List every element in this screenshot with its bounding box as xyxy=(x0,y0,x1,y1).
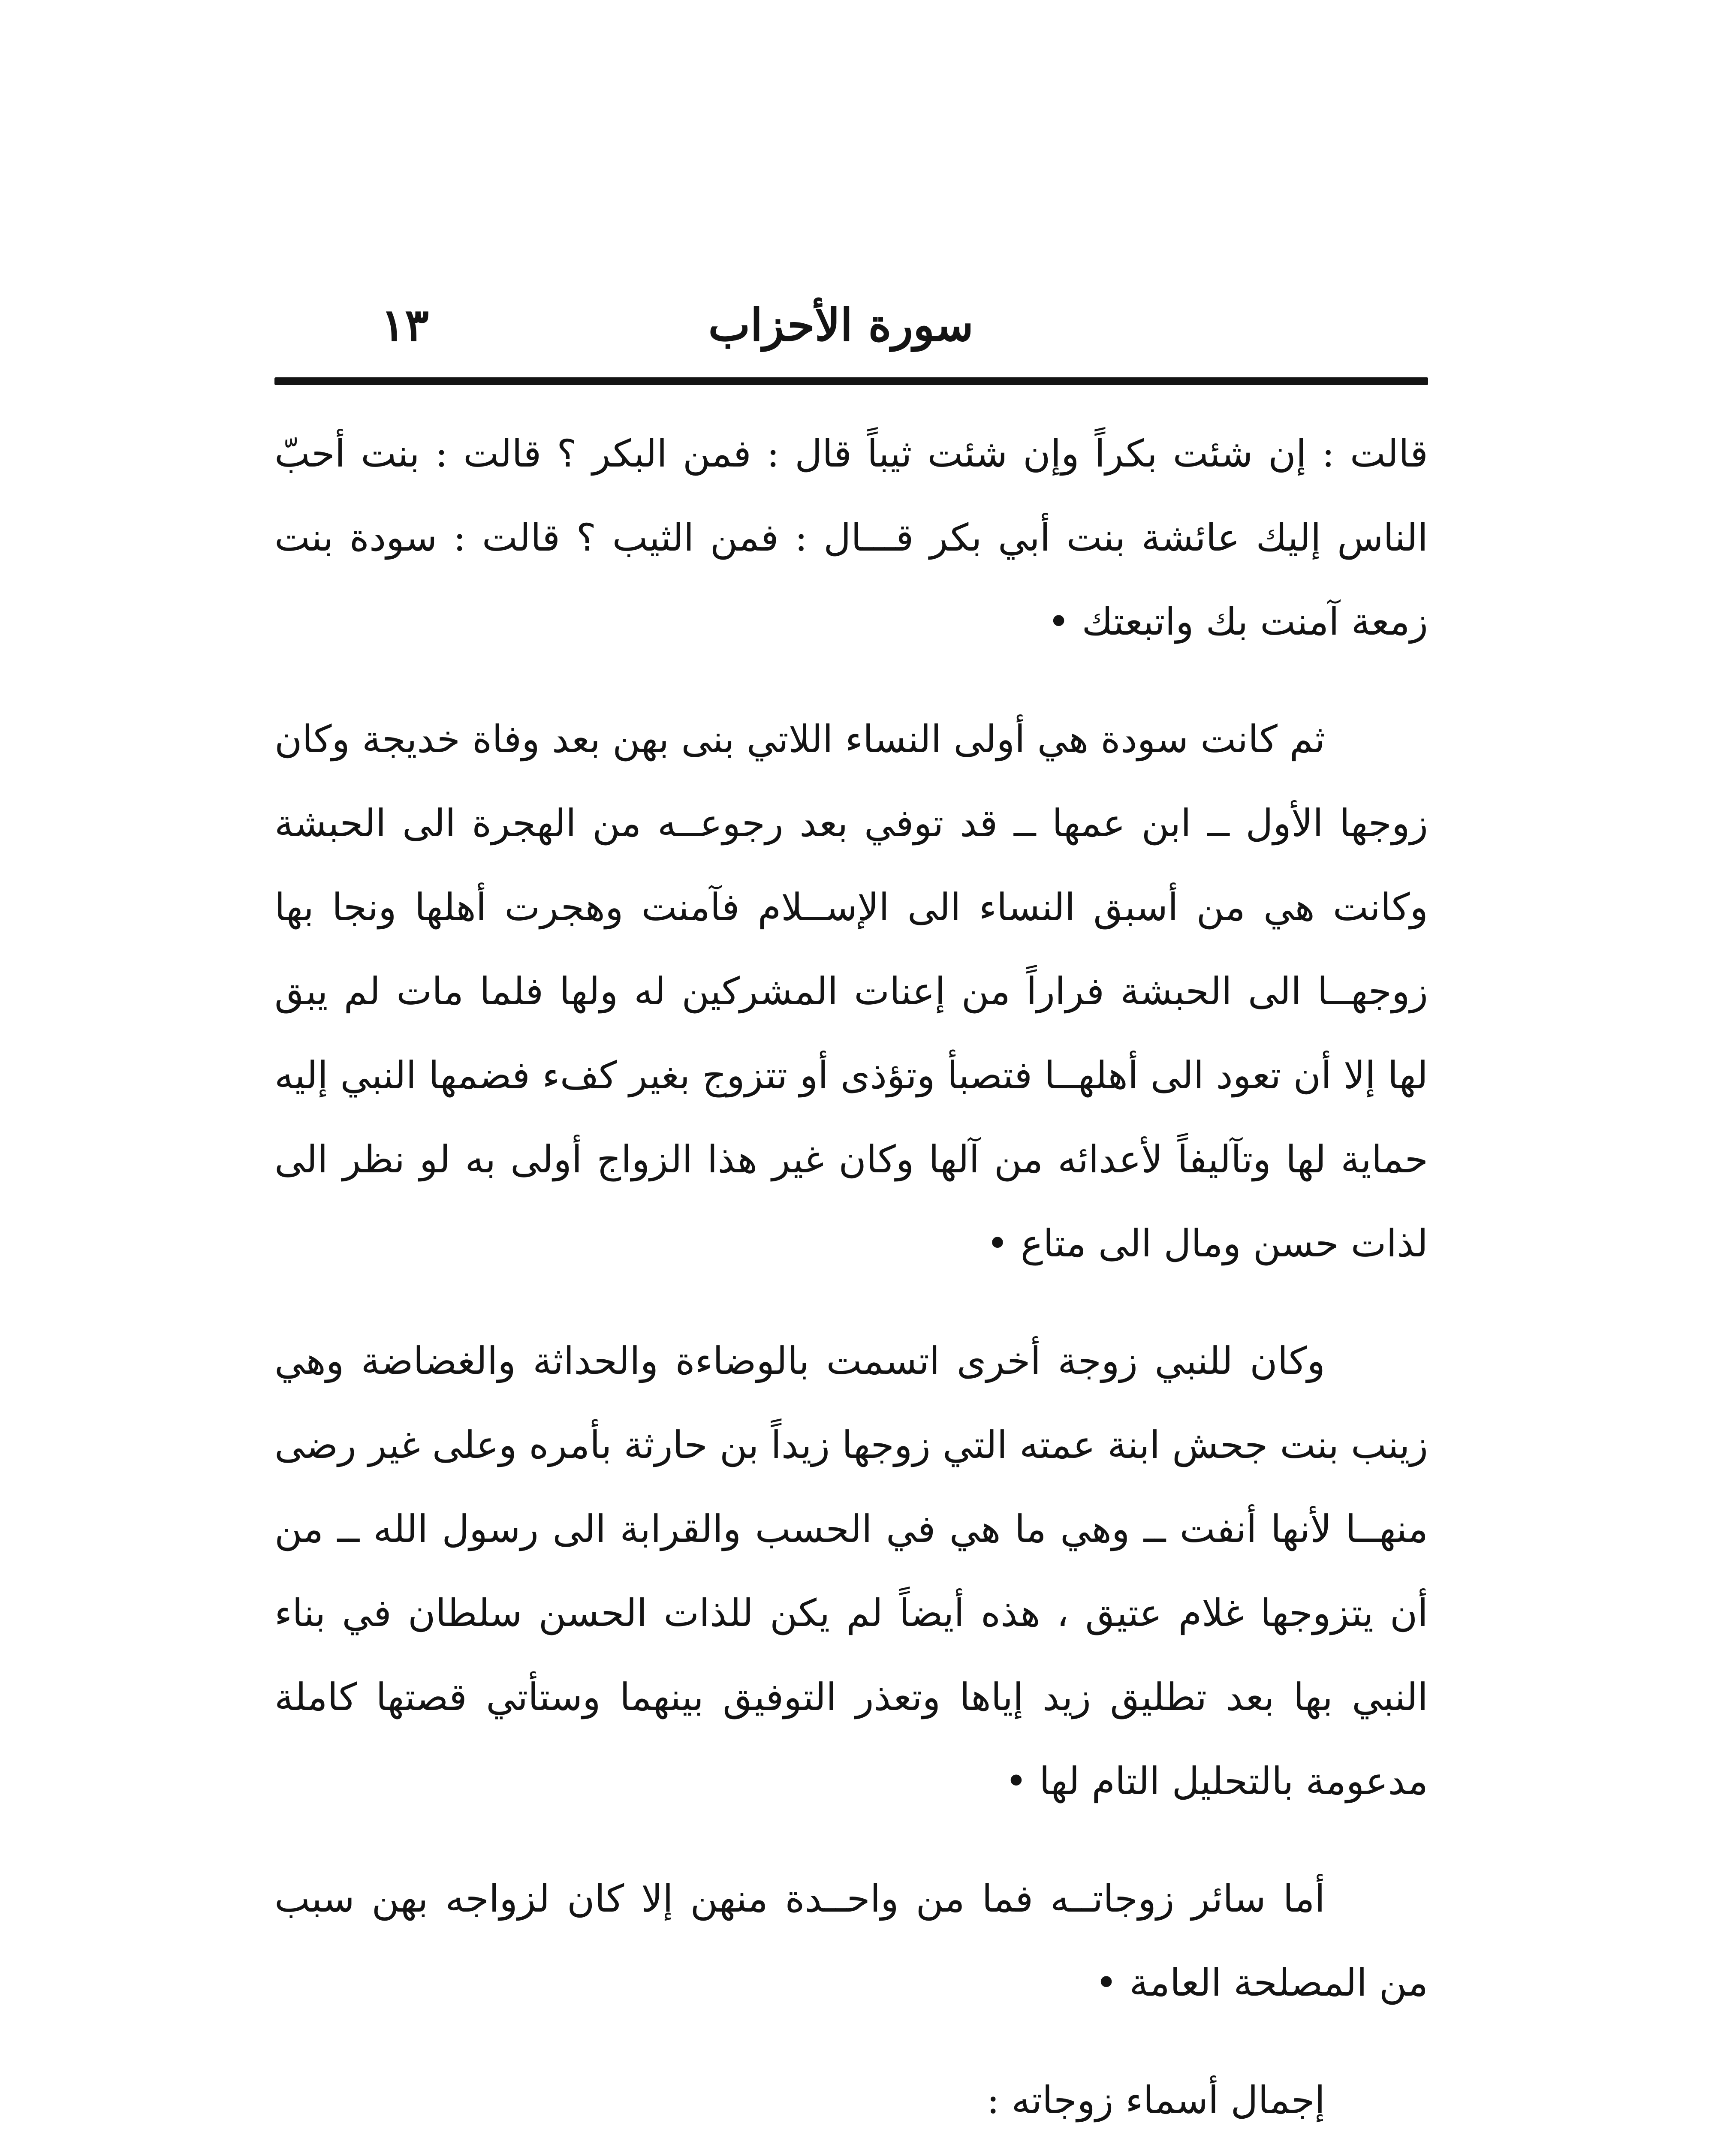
page-title: سورة الأحزاب xyxy=(708,298,973,351)
section-subheading: إجمال أسماء زوجاته : xyxy=(986,2078,1325,2122)
paragraph-3: وكان للنبي زوجة أخرى اتسمت بالوضاءة والحداثة والغضاضة وهي زينب بنت جحش ابنة عمته التي زوجها زيداً بن حارثة بأمره وعلى غير رضى منهــا لأنها أنفت ــ وهي ما هي في الحسب والقرابة الى رسول الله ــ من أن يتزوجها غلام عتيق ، هذه أيضاً لم يكن للذات الحسن سلطان في بناء النبي بها بعد تطليق زيد إياها وتعذر التوفيق بينهما وستأتي قصتها كاملة مدعومة بالتحليل التام لها • xyxy=(274,1339,1428,1803)
paragraph-1: قالت : إن شئت بكراً وإن شئت ثيباً قال : فمن البكر ؟ قالت : بنت أحبّ الناس إليك عائشة بنت أبي بكر قـــال : فمن الثيب ؟ قالت : سودة بنت زمعة آمنت بك واتبعتك • xyxy=(274,431,1428,644)
body-text xyxy=(274,412,1428,2144)
header-rule xyxy=(274,377,1428,385)
page-number: ١٣ xyxy=(381,298,429,351)
paragraph-2: ثم كانت سودة هي أولى النساء اللاتي بنى بهن بعد وفاة خديجة وكان زوجها الأول ــ ابن عمها ــ قد توفي بعد رجوعــه من الهجرة الى الحبشة وكانت هي من أسبق النساء الى الإســلام فآمنت وهجرت أهلها ونجا بها زوجهــا الى الحبشة فراراً من إعنات المشركين له ولها فلما مات لم يبق لها إلا أن تعود الى أهلهــا فتصبأ وتؤذى أو تتزوج بغير كفء فضمها النبي إليه حماية لها وتآليفاً لأعدائه من آلها وكان غير هذا الزواج أولى به لو نظر الى لذات حسن ومال الى متاع • xyxy=(274,717,1428,1265)
page-header xyxy=(274,279,1428,364)
paragraph-4: أما سائر زوجاتــه فما من واحــدة منهن إلا كان لزواجه بهن سبب من المصلحة العامة • xyxy=(274,1876,1428,2005)
